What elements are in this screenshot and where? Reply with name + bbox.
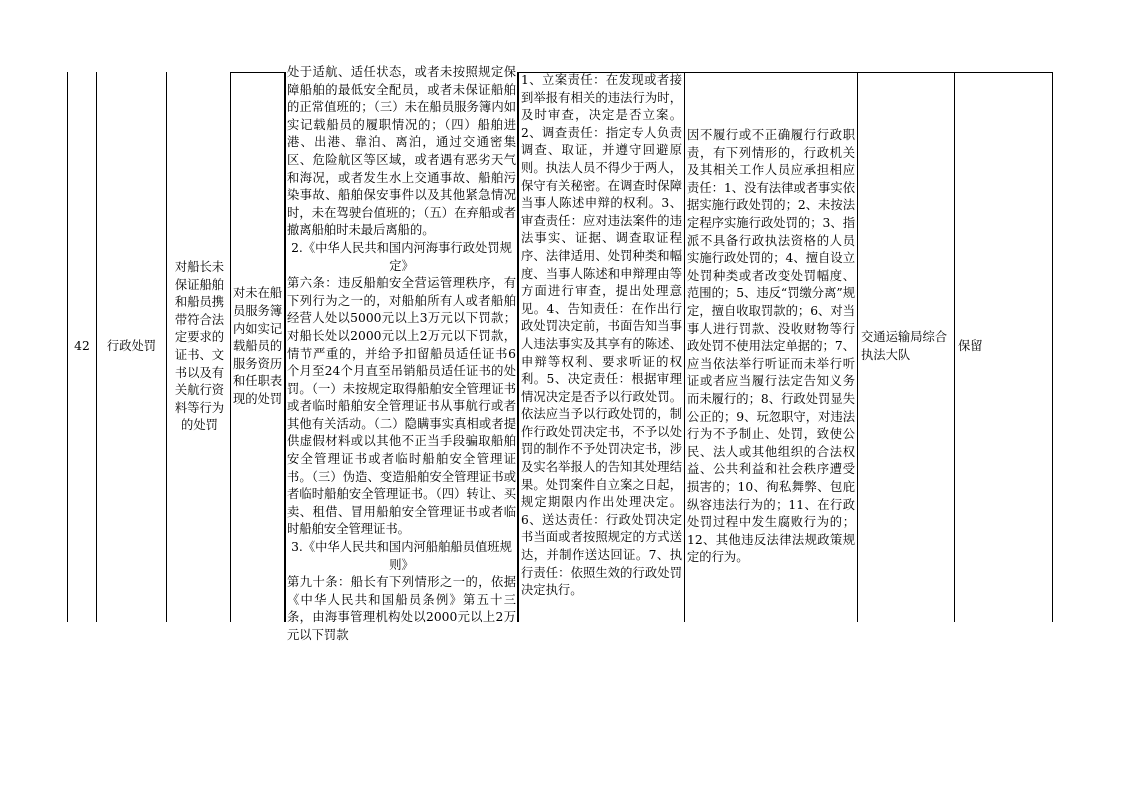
column-divider (285, 72, 286, 622)
column-divider (230, 72, 231, 622)
basis-law-title: 3.《中华人民共和国内河船舶船员值班规则》 (291, 540, 512, 572)
row-number: 42 (74, 339, 90, 354)
item-name: 对船长未保证船舶和船员携带符合法定要求的证书、文书以及有关航行资料等行为的处罚 (174, 260, 225, 433)
basis-clause: 第六条：违反船舶安全营运管理秩序，有下列行为之一的，对船舶所有人或者船舶经营人处以5000元以上3万元以下罚款；对船长处以2000元以上2万元以下罚款，情节严重的，并给予扣留船员适任证书6个月至24个月直至吊销船员适任证书的处罚。（一）未按规定取得船舶安全管理证书或者临时船舶安全管理证书从事航行或者其他有关活动。（二）隐瞒事实真相或者提供虚假材料或以其他不正当手段骗取船舶安全管理证书或者临时船舶安全管理证书。（三）伪造、变造船舶安全管理证书或者临时船舶安全管理证书。（四）转让、买卖、租借、冒用船舶安全管理证书或者临时船舶安全管理证书。 (287, 276, 516, 537)
column-divider (954, 72, 955, 622)
column-divider (518, 72, 519, 622)
remark-status: 保留 (958, 339, 983, 354)
column-divider (166, 72, 167, 622)
item-category: 行政处罚 (106, 339, 157, 354)
legal-basis (287, 65, 516, 642)
basis-clause: 处于适航、适任状态，或者未按照规定保障船舶的最低安全配员，或者未保证船舶的正常值班的；（三）未在船员服务簿内如实记载船员的履职情况的；（四）船舶进港、出港、靠泊、离泊，通过交通密集区、危险航区等区域，或者遇有恶劣天气和海况，或者发生水上交通事故、船舶污染事故、船舶保安事件以及其他紧急情况时，未在驾驶台值班的；（五）在弃船或者撤离船舶时未最后离船的。 (287, 65, 516, 238)
sub-item-name: 对未在船员服务簿内如实记载船员的服务资历和任职表现的处罚 (233, 286, 283, 406)
responsibility-text: 1、立案责任：在发现或者接到举报有相关的违法行为时，及时审查，决定是否立案。2、调查责任：指定专人负责调查、取证，并遵守回避原则。执法人员不得少于两人，保守有关秘密。在调查时保障当事人陈述申辩的权利。3、审查责任：应对违法案件的违法事实、证据、调查取证程序、法律适用、处罚种类和幅度、当事人陈述和申辩理由等方面进行审查，提出处理意见。4、告知责任：在作出行政处罚决定前，书面告知当事人违法事实及其享有的陈述、申辩等权利、要求听证的权利。5、决定责任：根据审理情况决定是否予以行政处罚。依法应当予以行政处罚的，制作行政处罚决定书，不予以处罚的制作不予处罚决定书，涉及实名举报人的告知其处理结果。处罚案件自立案之日起，规定期限内作出处理决定。6、送达责任：行政处罚决定书当面或者按照规定的方式送达，并制作送达回证。7、执行责任：依照生效的行政处罚决定执行。 (521, 73, 682, 598)
basis-law-title: 2.《中华人民共和国内河海事行政处罚规定》 (291, 240, 512, 273)
accountability-text: 因不履行或不正确履行行政职责，有下列情形的，行政机关及其相关工作人员应承担相应责任：1、没有法律或者事实依据实施行政处罚的；2、未按法定程序实施行政处罚的；3、指派不具备行政执法资格的人员实施行政处罚的；4、擅自设立处罚种类或者改变处罚幅度、范围的；5、违反“罚缴分离”规定，擅自收取罚款的；6、对当事人进行罚款、没收财物等行政处罚不使用法定单据的；7、应当依法举行听证而未举行听证或者应当履行法定告知义务而未履行的；8、行政处罚显失公正的；9、玩忽职守，对违法行为不予制止、处罚，致使公民、法人或其他组织的合法权益、公共利益和社会秩序遭受损害的；10、徇私舞弊、包庇纵容违法行为的；11、在行政处罚过程中发生腐败行为的；12、其他违反法律法规政策规定的行为。 (687, 128, 855, 565)
department-name: 交通运输局综合执法大队 (861, 330, 948, 362)
column-divider (684, 72, 685, 622)
basis-clause: 第九十条：船长有下列情形之一的，依据《中华人民共和国船员条例》第五十三条，由海事管理机构处以2000元以上2万元以下罚款 (287, 575, 516, 642)
column-divider (857, 72, 858, 622)
column-divider (1052, 72, 1053, 622)
